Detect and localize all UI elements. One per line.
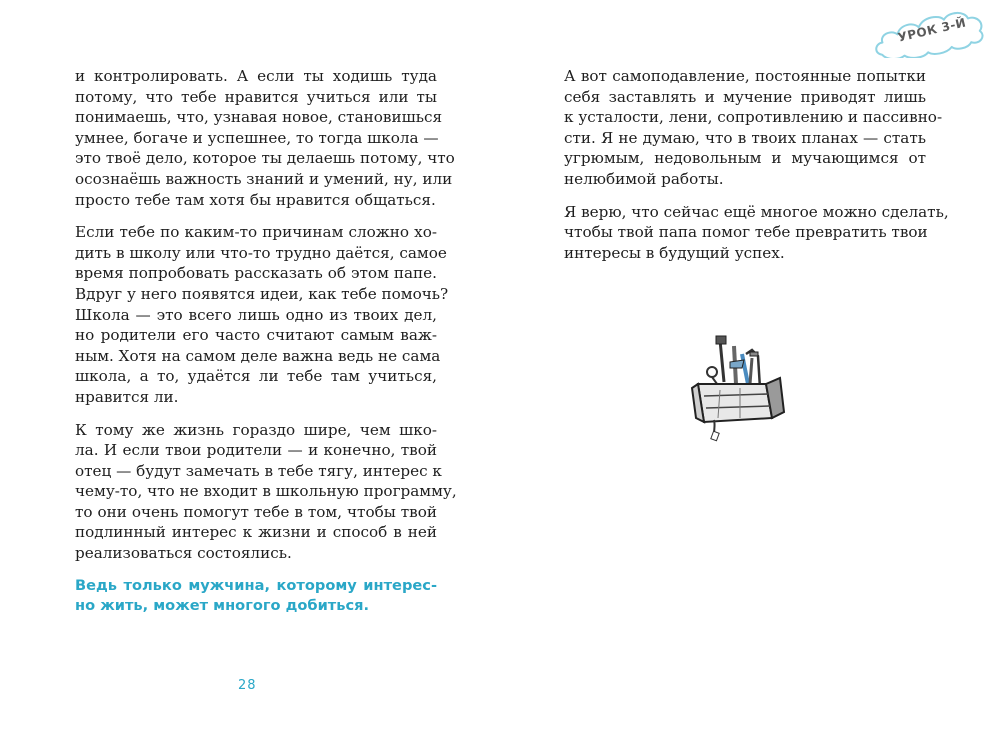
text-line: А вот самоподавление, постоянные попытки [564, 67, 926, 85]
text-line: Школа — это всего лишь одно из твоих дел, [75, 305, 437, 324]
highlighted-quote [75, 576, 437, 617]
text-line: К тому же жизнь гораздо шире, чем шко- [75, 420, 437, 439]
text-line: то они очень помогут тебе в том, чтобы твой [75, 502, 437, 521]
text-line: Если тебе по каким-то причинам сложно хо- [75, 223, 437, 242]
text-line: к усталости, лени, сопротивлению и пассивно- [564, 108, 943, 127]
text-line: осознаёшь важность знаний и умений, ну, или [75, 169, 453, 188]
toolbox-icon [690, 332, 790, 442]
text-line: но родители его часто считают самым важ- [75, 326, 437, 345]
text-line: угрюмым, недовольным и мучающимся от [564, 149, 926, 168]
text-line: ла. И если твои родители — и конечно, твой [75, 441, 437, 460]
lesson-badge [870, 10, 988, 58]
text-line: чтобы твой папа помог тебе превратить твои [564, 223, 928, 242]
text-line: но жить, может многого добиться. [75, 597, 370, 615]
paragraph [75, 66, 455, 210]
right-page [500, 0, 1000, 732]
text-line: ным. Хотя на самом деле важна ведь не сама [75, 346, 441, 365]
text-line: потому, что тебе нравится учиться или ты [75, 87, 437, 106]
paragraph [75, 420, 457, 564]
text-line: чему-то, что не входит в школьную программу, [75, 482, 457, 501]
text-line: подлинный интерес к жизни и способ в ней [75, 523, 437, 542]
lesson-badge-label: УРОК 3-Й [896, 15, 968, 45]
left-text-column [75, 66, 457, 629]
text-line: Ведь только мужчина, которому интерес- [75, 576, 437, 594]
right-text-column [564, 66, 949, 275]
text-line: понимаешь, что, узнавая новое, становишься [75, 108, 443, 127]
text-line: и контролировать. А если ты ходишь туда [75, 67, 437, 85]
text-line: Вдруг у него появятся идеи, как тебе помочь? [75, 284, 449, 303]
text-line: нравится ли. [75, 387, 179, 406]
text-line: интересы в будущий успех. [564, 243, 785, 262]
paragraph [564, 66, 943, 190]
text-line: школа, а то, удаётся ли тебе там учиться, [75, 367, 437, 386]
text-line: это твоё дело, которое ты делаешь потому, что [75, 149, 455, 168]
text-line: нелюбимой работы. [564, 169, 724, 188]
paragraph [564, 202, 949, 264]
text-line: отец — будут замечать в тебе тягу, интерес к [75, 461, 442, 480]
paragraph [75, 222, 449, 407]
text-line: себя заставлять и мучение приводят лишь [564, 87, 926, 106]
text-line: дить в школу или что-то трудно даётся, самое [75, 243, 447, 262]
text-line: время попробовать рассказать об этом папе. [75, 264, 437, 283]
text-line: реализоваться состоялись. [75, 544, 292, 563]
text-line: просто тебе там хотя бы нравится общаться. [75, 190, 436, 209]
text-line: умнее, богаче и успешнее, то тогда школа — [75, 128, 439, 147]
page-number: 28 [238, 678, 257, 693]
text-line: Я верю, что сейчас ещё многое можно сделать, [564, 202, 949, 221]
text-line: сти. Я не думаю, что в твоих планах — стать [564, 128, 926, 147]
